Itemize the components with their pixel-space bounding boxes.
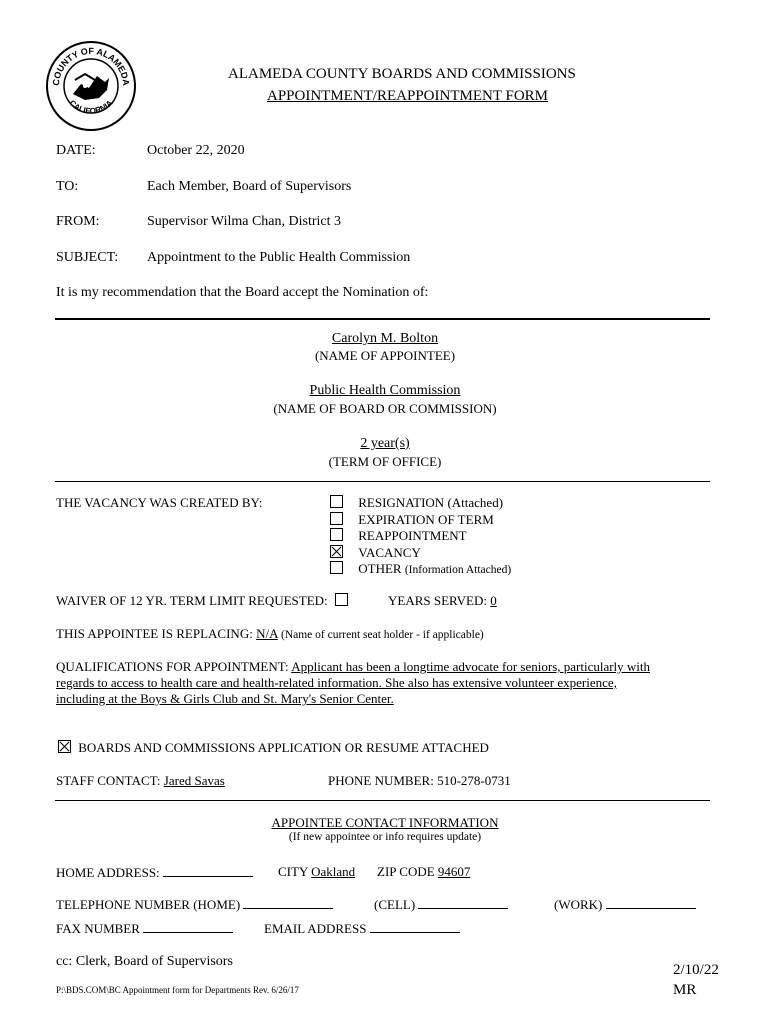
home-address: HOME ADDRESS: xyxy=(56,864,253,881)
checkbox[interactable] xyxy=(330,528,343,541)
telephone-home-field[interactable] xyxy=(243,896,333,909)
from-value: Supervisor Wilma Chan, District 3 xyxy=(147,214,341,229)
term-caption: (TERM OF OFFICE) xyxy=(328,454,442,469)
divider xyxy=(55,800,710,801)
subject-label: SUBJECT: xyxy=(56,250,119,265)
appointee-name-caption: (NAME OF APPOINTEE) xyxy=(314,348,456,363)
qualifications-line2: regards to access to health care and health-related information. She also has extensive volunteer experience, xyxy=(56,675,617,690)
handwritten-initials: MR xyxy=(673,982,697,998)
checkbox[interactable] xyxy=(330,495,343,508)
contact-info-subheading: (If new appointee or info requires update) xyxy=(288,831,482,843)
email-address-field[interactable] xyxy=(370,920,460,933)
phone-number-value: 510-278-0731 xyxy=(437,773,511,788)
from-label: FROM: xyxy=(56,214,100,229)
board-name-caption: (NAME OF BOARD OR COMMISSION) xyxy=(273,401,497,416)
form-subtitle: APPOINTMENT/REAPPOINTMENT FORM xyxy=(267,88,549,104)
seal-bottom-text: CALIFORNIA xyxy=(67,98,115,116)
email-address: EMAIL ADDRESS xyxy=(264,920,460,937)
appointee-name: Carolyn M. Bolton xyxy=(331,331,439,346)
qualifications-line3: including at the Boys & Girls Club and St. Mary's Senior Center. xyxy=(56,691,394,706)
years-served-value: 0 xyxy=(490,593,497,608)
attached-checkbox-checked[interactable] xyxy=(58,740,71,753)
divider xyxy=(55,481,710,482)
zip-code: ZIP CODE 94607 xyxy=(377,864,471,879)
zip-code-value: 94607 xyxy=(437,864,471,879)
application-attached: BOARDS AND COMMISSIONS APPLICATION OR RESUME ATTACHED xyxy=(58,740,489,756)
waiver-label: WAIVER OF 12 YR. TERM LIMIT REQUESTED: xyxy=(56,593,328,608)
vacancy-option-resignation[interactable]: RESIGNATION (Attached) xyxy=(330,495,511,512)
date-value: October 22, 2020 xyxy=(147,143,245,158)
waiver-checkbox[interactable] xyxy=(335,593,348,606)
handwritten-date: 2/10/22 xyxy=(673,962,719,978)
telephone-home: TELEPHONE NUMBER (HOME) xyxy=(56,896,333,913)
vacancy-option-reappointment[interactable]: REAPPOINTMENT xyxy=(330,528,511,545)
replacing-row: THIS APPOINTEE IS REPLACING: N/A (Name of current seat holder - if applicable) xyxy=(56,626,484,641)
replacing-value: N/A xyxy=(256,626,278,641)
to-value: Each Member, Board of Supervisors xyxy=(147,179,352,194)
telephone-work-field[interactable] xyxy=(606,896,696,909)
telephone-work: (WORK) xyxy=(554,896,696,913)
board-name: Public Health Commission xyxy=(309,383,461,398)
cc-line: cc: Clerk, Board of Supervisors xyxy=(56,954,233,969)
checkbox-checked[interactable] xyxy=(330,545,343,558)
vacancy-option-expiration[interactable]: EXPIRATION OF TERM xyxy=(330,512,511,529)
staff-contact-value: Jared Savas xyxy=(163,773,225,788)
svg-text:CALIFORNIA xyxy=(68,98,115,115)
divider xyxy=(55,318,710,320)
checkbox[interactable] xyxy=(330,561,343,574)
city: CITY Oakland xyxy=(278,864,356,879)
years-served: YEARS SERVED: 0 xyxy=(388,593,497,608)
telephone-cell: (CELL) xyxy=(374,896,508,913)
vacancy-option-vacancy[interactable]: VACANCY xyxy=(330,545,511,562)
seal-top-text: COUNTY OF ALAMEDA xyxy=(50,45,132,87)
vacancy-label: THE VACANCY WAS CREATED BY: xyxy=(56,495,263,510)
subject-value: Appointment to the Public Health Commission xyxy=(147,250,411,265)
checkbox[interactable] xyxy=(330,512,343,525)
waiver-row xyxy=(56,593,348,609)
vacancy-options xyxy=(330,495,511,578)
fax-number-field[interactable] xyxy=(143,920,233,933)
recommendation-text: It is my recommendation that the Board accept the Nomination of: xyxy=(56,285,429,300)
fax-number: FAX NUMBER xyxy=(56,920,233,937)
telephone-cell-field[interactable] xyxy=(418,896,508,909)
city-value: Oakland xyxy=(311,864,356,879)
file-path: P:\BDS.COM\BC Appointment form for Departments Rev. 6/26/17 xyxy=(56,985,299,995)
home-address-field[interactable] xyxy=(163,864,253,877)
staff-contact: STAFF CONTACT: Jared Savas xyxy=(56,773,225,788)
contact-info-heading: APPOINTEE CONTACT INFORMATION xyxy=(271,815,499,830)
date-label: DATE: xyxy=(56,143,96,158)
phone-number: PHONE NUMBER: 510-278-0731 xyxy=(328,773,511,788)
to-label: TO: xyxy=(56,179,79,194)
vacancy-option-other[interactable]: OTHER (Information Attached) xyxy=(330,561,511,578)
form-title: ALAMEDA COUNTY BOARDS AND COMMISSIONS xyxy=(228,66,576,82)
qualifications-line1: QUALIFICATIONS FOR APPOINTMENT: Applicant has been a longtime advocate for seniors, particularly with xyxy=(56,659,651,674)
term-value: 2 year(s) xyxy=(360,436,410,451)
county-seal xyxy=(45,40,137,132)
